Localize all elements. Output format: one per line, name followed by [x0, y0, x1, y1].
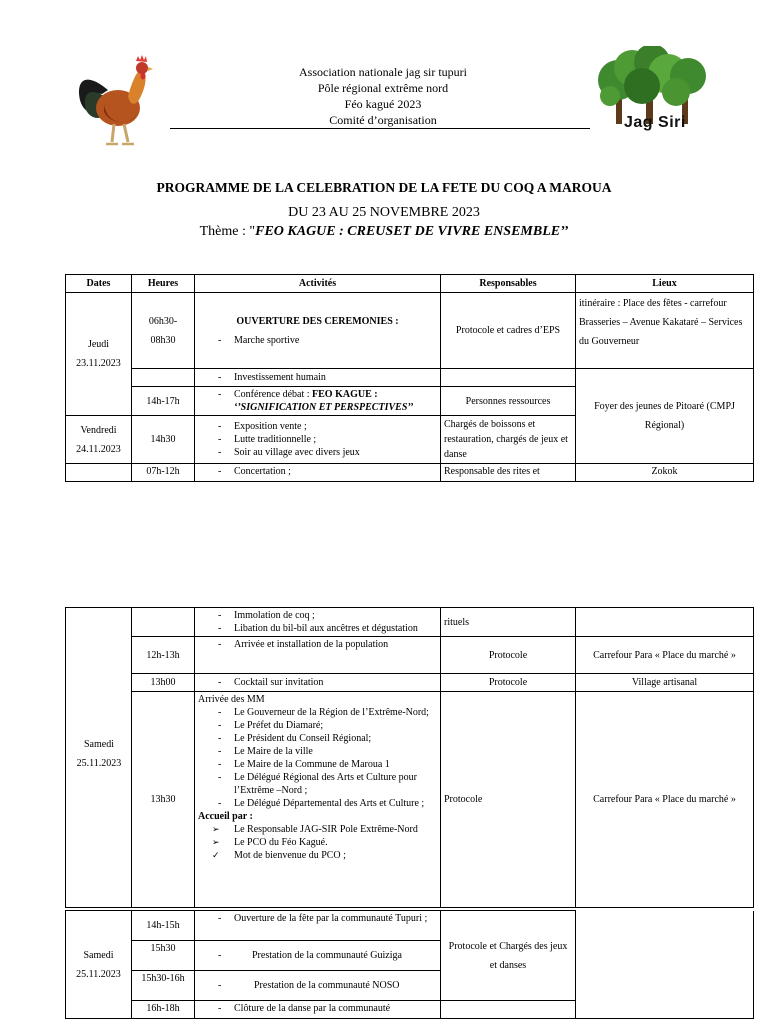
responsible-cell [441, 1001, 576, 1019]
activity-italic-text: ‘’SIGNIFICATION ET PERSPECTIVES’’ [234, 402, 414, 413]
header-lieux: Lieux [576, 275, 754, 293]
location-cell [576, 608, 754, 637]
table-row [66, 637, 754, 674]
page-title: PROGRAMME DE LA CELEBRATION DE LA FETE DU COQ A MAROUA [156, 180, 612, 195]
table-row [66, 692, 754, 908]
activity-cell [195, 293, 441, 369]
page-dates: DU 23 AU 25 NOVEMBRE 2023 [288, 205, 480, 220]
activity-item: ➢ Le PCO du Féo Kagué. [198, 836, 437, 849]
theme-prefix: Thème : " [199, 224, 256, 239]
time-cell: 15h30-16h [132, 971, 195, 1001]
header-activites: Activités [195, 275, 441, 293]
activity-cell [195, 608, 441, 637]
table-row [66, 293, 754, 369]
activity-cell [195, 1001, 441, 1019]
location-cell: itinéraire : Place des fêtes - carrefour Brasseries – Avenue Kakataré – Services du Gouverneur [576, 293, 754, 369]
activity-item: ➢ Le Responsable JAG-SIR Pole Extrême-Nord [198, 823, 437, 836]
logo-text: Jag Siri [624, 114, 686, 131]
header-line-3: Féo kagué 2023 [344, 97, 422, 111]
header-line-1: Association nationale jag sir tupuri [299, 65, 467, 79]
programme-table-2 [65, 607, 754, 908]
programme-table-3 [65, 910, 754, 1019]
activity-cell [195, 692, 441, 908]
time-cell [132, 608, 195, 637]
activity-subheading: Accueil par : [198, 811, 253, 822]
rooster-logo [74, 52, 154, 150]
day-label: Jeudi [87, 339, 110, 350]
location-cell: Zokok [576, 464, 754, 482]
activity-item: - Le Délégué Départemental des Arts et Culture ; [198, 797, 437, 810]
responsible-cell: Protocole [441, 692, 576, 908]
date-label: 25.11.2023 [76, 758, 122, 769]
activity-item: - Lutte traditionnelle ; [198, 433, 437, 446]
header-line-4: Comité d’organisation [329, 113, 437, 127]
activity-item: - Le Maire de la ville [198, 745, 437, 758]
activity-item [198, 388, 437, 414]
header-heures: Heures [132, 275, 195, 293]
table-row [66, 608, 754, 637]
activity-item: - Libation du bil-bil aux ancêtres et dégustation [198, 622, 437, 635]
time-cell: 15h30 [132, 941, 195, 971]
activity-item: ✓ Mot de bienvenue du PCO ; [198, 849, 437, 862]
activity-cell [195, 369, 441, 387]
activity-cell [195, 387, 441, 416]
date-cell-samedi-2 [66, 911, 132, 1019]
activity-item: - Le Maire de la Commune de Maroua 1 [198, 758, 437, 771]
responsible-cell: Personnes ressources [441, 387, 576, 416]
activity-item: - Concertation ; [198, 465, 437, 478]
activity-item: - Marche sportive [198, 334, 437, 347]
location-cell: Village artisanal [576, 674, 754, 692]
table-row [66, 911, 754, 941]
header-divider [170, 128, 590, 129]
association-header [233, 64, 533, 128]
time-cell: 13h30 [132, 692, 195, 908]
activity-item: - Cocktail sur invitation [198, 676, 437, 689]
activity-item: - Ouverture de la fête par la communauté Tupuri ; [198, 912, 437, 925]
activity-cell [195, 637, 441, 674]
header-responsables: Responsables [441, 275, 576, 293]
table-header-row [66, 275, 754, 293]
header-line-2: Pôle régional extrême nord [317, 81, 449, 95]
responsible-cell: Protocole et cadres d’EPS [441, 293, 576, 369]
responsible-cell: Responsable des rites et [441, 464, 576, 482]
date-cell-samedi [66, 738, 132, 770]
date-label: 25.11.2023 [76, 968, 121, 980]
time-cell: 14h-15h [132, 911, 195, 941]
location-cell: Carrefour Para « Place du marché » [576, 692, 754, 908]
activity-item: - Le Président du Conseil Régional; [198, 732, 437, 745]
activity-cell [195, 674, 441, 692]
activity-cell [195, 971, 441, 1001]
activity-cell [195, 941, 441, 971]
activity-item: - Immolation de coq ; [198, 609, 437, 622]
activity-text: Conférence débat : [234, 389, 313, 400]
date-cell-vendredi [66, 416, 132, 464]
jag-siri-logo [596, 46, 716, 136]
responsible-cell: Chargés de boissons et restauration, chargés de jeux et danse [441, 416, 576, 464]
date-label: 23.11.2023 [76, 358, 121, 369]
location-cell: Carrefour Para « Place du marché » [576, 637, 754, 674]
responsible-cell [441, 369, 576, 387]
time-cell [132, 369, 195, 387]
date-cell [66, 464, 132, 482]
activity-cell [195, 464, 441, 482]
activity-item: - Le Gouverneur de la Région de l’Extrême-Nord; [198, 706, 437, 719]
time-cell: 06h30- 08h30 [132, 293, 195, 369]
activity-item: - Le Délégué Régional des Arts et Culture pour l’Extrême –Nord ; [198, 771, 437, 797]
activity-bold-text: FEO KAGUE : [312, 389, 378, 400]
programme-table-1 [65, 274, 754, 482]
time-cell: 07h-12h [132, 464, 195, 482]
day-label: Samedi [83, 949, 114, 961]
responsible-cell: Protocole et Chargés des jeux et danses [441, 911, 576, 1001]
activity-item: - Le Préfet du Diamaré; [198, 719, 437, 732]
table-row [66, 674, 754, 692]
day-label: Vendredi [80, 424, 117, 436]
table-row [66, 369, 754, 387]
page-theme [0, 224, 768, 240]
activity-heading: OUVERTURE DES CEREMONIES : [236, 315, 399, 327]
activity-item: - Prestation de la communauté Guiziga [198, 949, 437, 962]
day-label: Samedi [84, 739, 114, 750]
activity-intro: Arrivée des MM [198, 694, 265, 705]
table-row [66, 464, 754, 482]
responsible-cell: Protocole [441, 637, 576, 674]
location-cell [576, 911, 754, 1019]
activity-cell [195, 911, 441, 941]
responsible-cell: Protocole [441, 674, 576, 692]
header-dates: Dates [66, 275, 132, 293]
date-label: 24.11.2023 [76, 443, 121, 455]
time-cell: 12h-13h [132, 637, 195, 674]
time-cell: 16h-18h [132, 1001, 195, 1019]
activity-item: - Arrivée et installation de la population [198, 638, 437, 651]
activity-item: - Exposition vente ; [198, 420, 437, 433]
activity-item: - Clôture de la danse par la communauté [198, 1002, 437, 1015]
time-cell: 14h30 [132, 416, 195, 464]
activity-item: - Investissement humain [198, 371, 437, 384]
time-cell: 13h00 [132, 674, 195, 692]
date-cell-jeudi [66, 293, 132, 416]
location-cell: Foyer des jeunes de Pitoaré (CMPJ Régional) [576, 369, 754, 464]
theme-text: FEO KAGUE : CREUSET DE VIVRE ENSEMBLE’’ [255, 224, 569, 239]
responsible-cell: rituels [441, 608, 576, 637]
activity-cell [195, 416, 441, 464]
activity-item: - Prestation de la communauté NOSO [198, 979, 437, 992]
time-cell: 14h-17h [132, 387, 195, 416]
activity-item: - Soir au village avec divers jeux [198, 446, 437, 459]
